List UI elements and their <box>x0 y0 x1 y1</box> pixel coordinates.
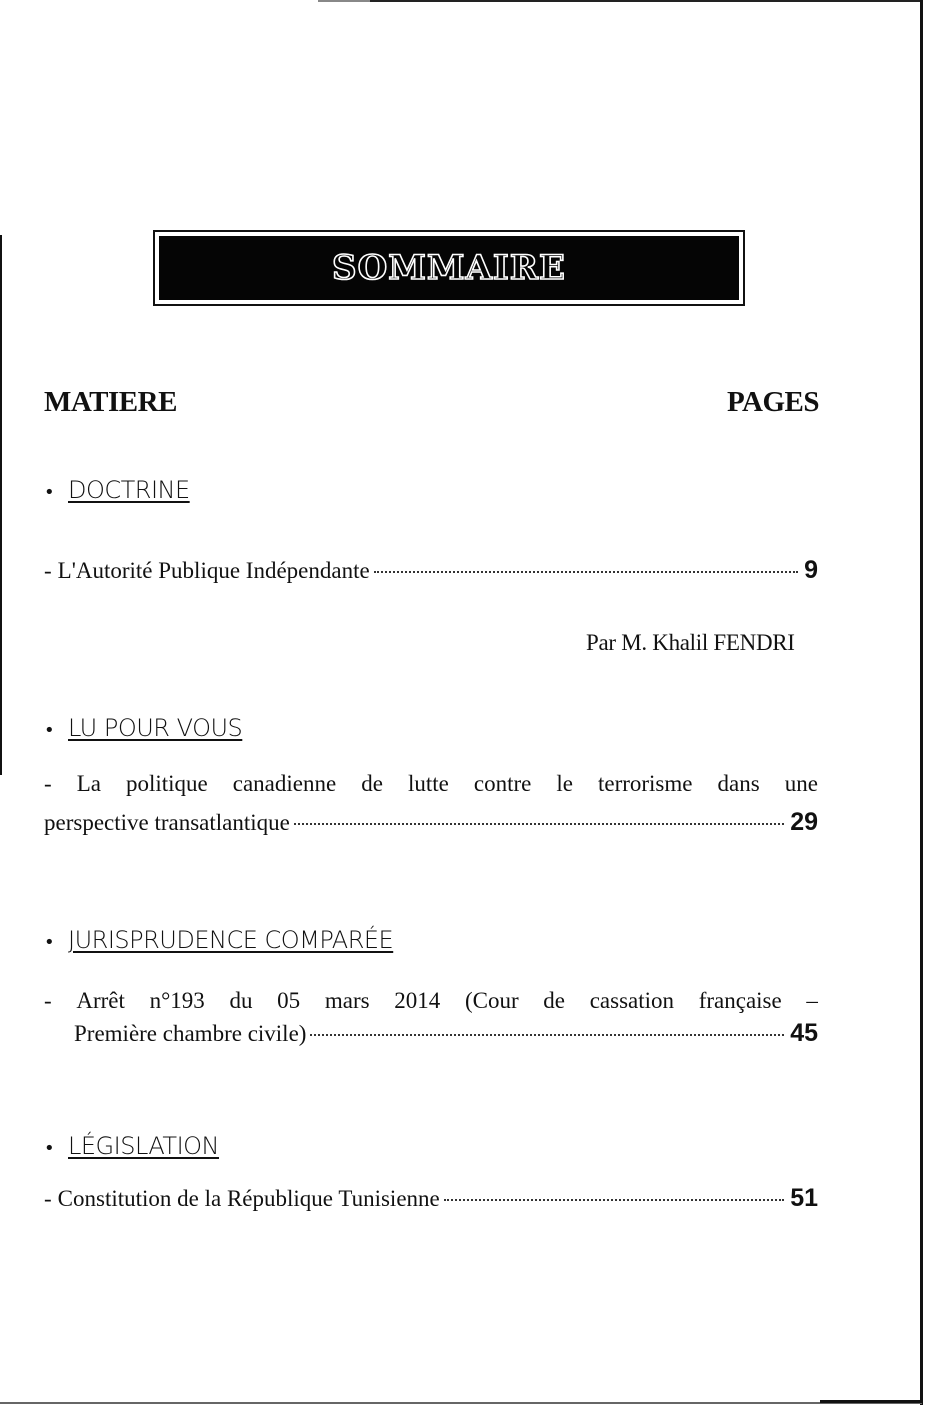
entry-word: (Cour <box>464 988 519 1013</box>
scan-edge-bottom <box>0 1402 922 1404</box>
section-heading: LÉGISLATION <box>68 1132 220 1160</box>
entry-word: La <box>76 771 101 796</box>
dot-leader <box>444 1199 784 1201</box>
entry-word: de <box>543 988 566 1013</box>
entry-title: Constitution de la République Tunisienne <box>57 1186 440 1211</box>
section-heading: DOCTRINE <box>68 476 190 504</box>
section-doctrine <box>44 476 190 504</box>
entry-word: canadienne <box>232 771 337 796</box>
toc-entry[interactable] <box>44 766 818 841</box>
dot-leader <box>374 571 798 573</box>
entry-word: Arrêt <box>76 988 125 1013</box>
column-header-pages: PAGES <box>727 386 820 418</box>
section-heading: LU POUR VOUS <box>68 714 243 742</box>
dash-marker: - <box>44 988 52 1013</box>
section-legislation <box>44 1132 219 1160</box>
bullet-icon: • <box>44 720 55 741</box>
entry-word: terrorisme <box>597 771 693 796</box>
entry-word: n°193 <box>149 988 205 1013</box>
dash-marker: - <box>44 1186 52 1211</box>
toc-entry[interactable] <box>44 1180 818 1217</box>
page-number: 9 <box>804 556 818 584</box>
scan-edge-left <box>0 235 2 775</box>
entry-title: L'Autorité Publique Indépendante <box>57 558 370 583</box>
entry-word: une <box>784 771 818 796</box>
scan-edge-right <box>920 0 923 1405</box>
entry-word: lutte <box>407 771 449 796</box>
dot-leader <box>294 823 784 825</box>
dot-leader <box>310 1034 784 1036</box>
page-number: 29 <box>790 808 818 836</box>
entry-word: du <box>229 988 253 1013</box>
page-number: 45 <box>790 1019 818 1047</box>
entry-word: 2014 <box>394 988 441 1013</box>
entry-title-line1 <box>44 983 818 1019</box>
section-heading: JURISPRUDENCE COMPARÉE <box>68 926 394 954</box>
toc-entry[interactable] <box>44 983 818 1052</box>
page-number: 51 <box>790 1184 818 1212</box>
entry-title-line1 <box>44 766 818 802</box>
entry-word: de <box>361 771 383 796</box>
scan-edge-bottom-dark <box>820 1400 922 1403</box>
entry-author: Par M. Khalil FENDRI <box>586 630 795 655</box>
entry-word: politique <box>125 771 208 796</box>
column-header-matiere: MATIERE <box>44 386 177 418</box>
entry-word: – <box>806 988 818 1013</box>
scan-edge-top <box>370 0 922 2</box>
entry-word: 05 <box>277 988 301 1013</box>
entry-word: le <box>556 771 573 796</box>
entry-word: mars <box>324 988 370 1013</box>
entry-word: cassation <box>589 988 675 1013</box>
page-title: SOMMAIRE <box>332 248 566 288</box>
scan-edge-top-stub <box>318 0 370 2</box>
section-lu-pour-vous <box>44 714 242 742</box>
toc-entry[interactable] <box>44 552 818 589</box>
bullet-icon: • <box>44 1138 55 1159</box>
bullet-icon: • <box>44 482 55 503</box>
title-banner <box>153 230 745 306</box>
dash-marker: - <box>44 558 52 583</box>
entry-title-line2: perspective transatlantique <box>44 810 290 835</box>
bullet-icon: • <box>44 932 55 953</box>
title-banner-fill <box>159 236 739 300</box>
section-jurisprudence-comparee <box>44 926 393 954</box>
dash-marker: - <box>44 771 52 796</box>
entry-title-line2: Première chambre civile) <box>74 1021 307 1046</box>
entry-word: dans <box>717 771 760 796</box>
entry-word: contre <box>473 771 532 796</box>
entry-word: française <box>698 988 782 1013</box>
